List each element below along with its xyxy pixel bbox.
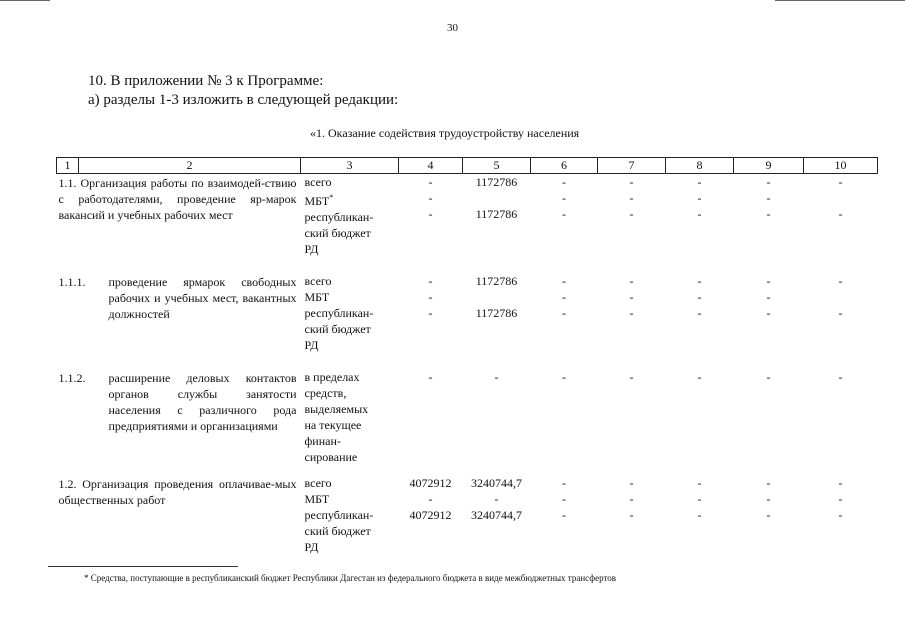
value-cell: [734, 475, 804, 555]
value: 1172786: [475, 175, 518, 189]
value: [804, 190, 878, 206]
value-cell: [734, 369, 804, 475]
table-row: [57, 475, 878, 555]
value: -: [697, 207, 702, 221]
value: -: [562, 492, 566, 506]
value: -: [766, 191, 771, 205]
funding-source-cell: [301, 174, 399, 274]
value: -: [697, 175, 702, 189]
value: -: [562, 290, 566, 304]
value-cell: [666, 475, 734, 555]
row-description: проведение ярмарок свободных рабочих и учебных мест, вакантных должностей: [108, 275, 297, 321]
value: -: [629, 492, 634, 506]
value: -: [697, 274, 702, 288]
funding-source: республикан- ский бюджет РД: [304, 210, 374, 256]
value: -: [562, 191, 566, 205]
value: -: [629, 476, 634, 490]
value-cell: [666, 273, 734, 369]
value: -: [838, 370, 843, 384]
value: -: [697, 492, 702, 506]
funding-source: МБТ*: [304, 193, 334, 208]
value-cell: [463, 369, 531, 475]
value: 4072912: [409, 476, 452, 490]
value: -: [629, 175, 634, 189]
value: 3240744,7: [471, 508, 522, 522]
header-cell: 10: [804, 158, 878, 174]
intro-line-1: 10. В приложении № 3 к Программе:: [88, 73, 324, 89]
value: -: [697, 476, 702, 490]
value: -: [428, 274, 433, 288]
value: -: [562, 370, 566, 384]
funding-source: всего: [304, 274, 332, 288]
value: -: [766, 306, 771, 320]
value: -: [766, 508, 771, 522]
value-cell: [399, 273, 463, 369]
value: -: [766, 492, 771, 506]
value: -: [562, 306, 566, 320]
value: -: [428, 191, 433, 205]
value: -: [838, 306, 843, 320]
funding-source: республикан- ский бюджет РД: [304, 508, 374, 554]
value: 1172786: [475, 274, 518, 288]
funding-source: всего: [304, 175, 332, 189]
value-cell: [598, 273, 666, 369]
row-description: расширение деловых контактов органов службы занятости населения с различного рода предприятиями и организациями: [108, 371, 297, 433]
value: 1172786: [475, 306, 518, 320]
value: -: [428, 370, 433, 384]
footnote-separator: [48, 566, 238, 567]
header-cell: 5: [463, 158, 531, 174]
header-cell: 6: [531, 158, 598, 174]
header-cell: 8: [666, 158, 734, 174]
value: -: [562, 175, 566, 189]
footnote: [84, 573, 616, 583]
value-cell: [598, 475, 666, 555]
value: -: [428, 207, 433, 221]
value: -: [629, 290, 634, 304]
scan-edge-line: [0, 0, 50, 1]
row-number: 1.1.2.: [58, 371, 86, 385]
value-cell: [804, 475, 878, 555]
value: -: [428, 306, 433, 320]
value: [463, 289, 531, 305]
value: -: [838, 492, 843, 506]
funding-source: республикан- ский бюджет РД: [304, 306, 374, 352]
row-description-cell: [57, 273, 301, 369]
value: -: [838, 274, 843, 288]
page-number: 30: [447, 22, 458, 34]
value-cell: [666, 369, 734, 475]
value: -: [697, 508, 702, 522]
value: -: [494, 492, 499, 506]
value-cell: [531, 475, 598, 555]
value: -: [697, 191, 702, 205]
table-title: «1. Оказание содействия трудоустройству населения: [310, 126, 580, 140]
value-cell: [399, 174, 463, 274]
value: -: [766, 290, 771, 304]
value: -: [838, 476, 843, 490]
value-cell: [399, 475, 463, 555]
footnote-marker: *: [329, 193, 334, 202]
funding-source-cell: [301, 369, 399, 475]
header-cell: 1: [57, 158, 79, 174]
value: [463, 190, 531, 206]
value: -: [766, 370, 771, 384]
value: -: [562, 207, 566, 221]
value: -: [697, 290, 702, 304]
value: -: [629, 370, 634, 384]
header-cell: 9: [734, 158, 804, 174]
table-row: [57, 273, 878, 369]
value: -: [838, 207, 843, 221]
value-cell: [463, 475, 531, 555]
value: -: [838, 508, 843, 522]
value: -: [838, 175, 843, 189]
value-cell: [399, 369, 463, 475]
intro-line-2: а) разделы 1-3 изложить в следующей редакции:: [88, 92, 399, 108]
value: -: [629, 207, 634, 221]
value-cell: [463, 174, 531, 274]
value: 3240744,7: [471, 476, 522, 490]
value-cell: [598, 174, 666, 274]
row-description-cell: [57, 475, 301, 555]
funding-source: МБТ: [304, 290, 330, 304]
value: 4072912: [409, 508, 452, 522]
table-row: [57, 174, 878, 274]
value: -: [697, 306, 702, 320]
value: -: [562, 508, 566, 522]
value: [804, 289, 878, 305]
value-cell: [804, 174, 878, 274]
value: -: [629, 306, 634, 320]
value: -: [428, 175, 433, 189]
value: -: [766, 207, 771, 221]
value: -: [629, 191, 634, 205]
scan-edge-line: [775, 0, 905, 1]
funding-source: всего: [304, 476, 332, 490]
value: -: [766, 476, 771, 490]
row-description: 1.1. Организация работы по взаимодей-ствию с работодателями, проведение яр-марок вакансий и учебных рабочих мест: [58, 176, 297, 222]
value-cell: [734, 174, 804, 274]
value: -: [562, 476, 566, 490]
header-cell: 2: [79, 158, 301, 174]
value: -: [766, 274, 771, 288]
row-number: 1.1.1.: [58, 275, 86, 289]
value: -: [766, 175, 771, 189]
value-cell: [531, 174, 598, 274]
program-table: [56, 157, 878, 555]
value: -: [428, 492, 433, 506]
value: -: [629, 274, 634, 288]
value: 1172786: [475, 207, 518, 221]
value: -: [629, 508, 634, 522]
funding-source: МБТ: [304, 492, 330, 506]
value-cell: [531, 273, 598, 369]
value: -: [562, 274, 566, 288]
value-cell: [666, 174, 734, 274]
funding-source-cell: [301, 273, 399, 369]
value-cell: [804, 273, 878, 369]
table-row: [57, 369, 878, 475]
value-cell: [463, 273, 531, 369]
value: -: [428, 290, 433, 304]
value-cell: [734, 273, 804, 369]
row-description-cell: [57, 174, 301, 274]
value: -: [494, 370, 499, 384]
footnote-text: * Средства, поступающие в республиканский бюджет Республики Дагестан из федерального бюджета в виде межбюджетных трансфертов: [84, 573, 617, 583]
value-cell: [598, 369, 666, 475]
funding-source: в пределах средств, выделяемых на текущее финан- сирование: [304, 370, 369, 464]
row-description-cell: [57, 369, 301, 475]
funding-source-cell: [301, 475, 399, 555]
value-cell: [531, 369, 598, 475]
value-cell: [804, 369, 878, 475]
header-cell: 4: [399, 158, 463, 174]
header-row: [57, 158, 878, 174]
value: -: [697, 370, 702, 384]
row-description: 1.2. Организация проведения оплачивае-мых общественных работ: [58, 477, 297, 507]
header-cell: 3: [301, 158, 399, 174]
header-cell: 7: [598, 158, 666, 174]
